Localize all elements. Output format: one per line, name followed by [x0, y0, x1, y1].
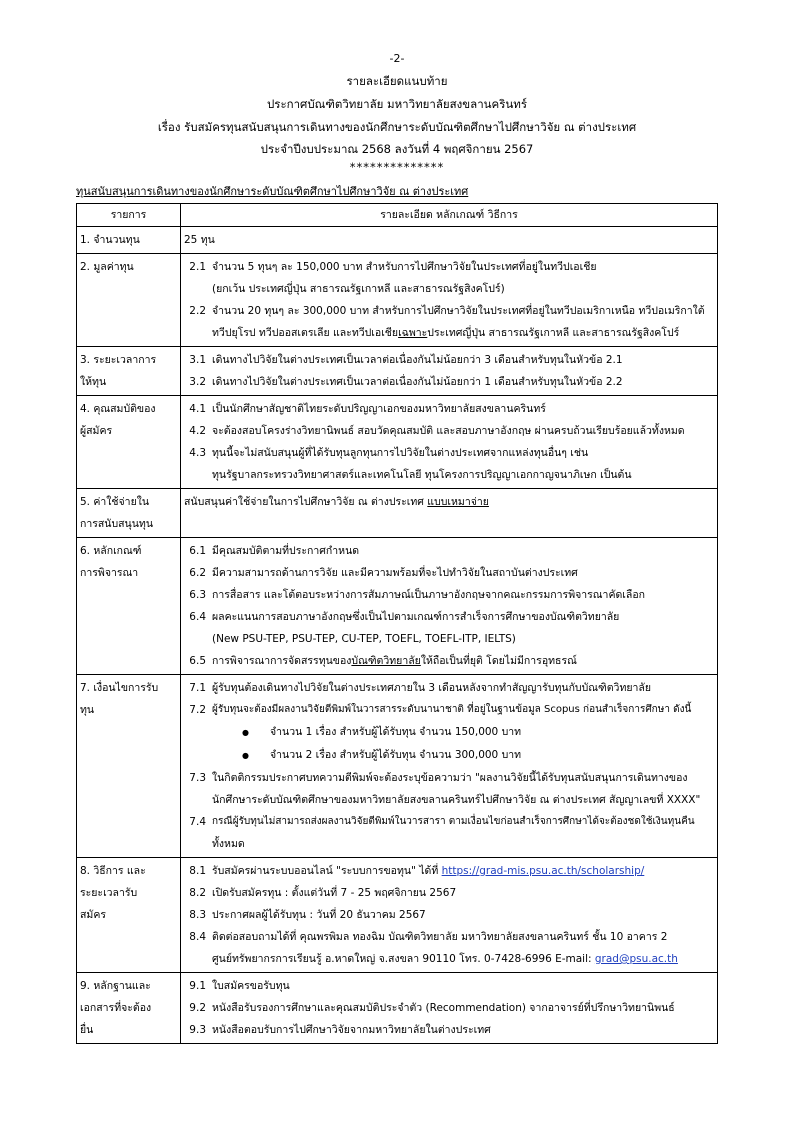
item-text: ผู้รับทุนจะต้องมีผลงานวิจัยตีพิมพ์ในวารสารระดับนานาชาติ ที่อยู่ในฐานข้อมูล Scopus ก่อนสำเร็จการศึกษา ดังนี้ — [212, 704, 692, 715]
item-text: (New PSU-TEP, PSU-TEP, CU-TEP, TOEFL, TOEFL-ITP, IELTS) — [212, 633, 516, 645]
table-row — [77, 347, 718, 396]
row-detail: 8.1 รับสมัครผ่านระบบออนไลน์ "ระบบการขอทุน" ได้ที่ https://grad-mis.psu.ac.th/scholarship/ 8.2 เปิดรับสมัครทุน : ตั้งแต่วันที่ 7 - 25 พฤศจิกายน 2567 8.3 ประกาศผลผู้ได้รับทุน : วันที่ 20 ธันวาคม 2567 8.4 ติดต่อสอบถามได้ที่ คุณพรพิมล ทองฉิม บัณฑิตวิทยาลัย มหาวิทยาลัยสงขลานครินทร์ ชั้น 10 อาคาร 2 ศูนย์ทรัพยากรการเรียนรู้ อ.หาดใหญ่ จ.สงขลา 90110 โทร. 0-7428-6996 E-mail: grad@psu.ac.th — [181, 858, 718, 973]
row-label: 9. หลักฐานและ เอกสารที่จะต้อง ยื่น — [77, 973, 181, 1044]
row-label: 2. มูลค่าทุน — [77, 254, 181, 347]
table-row — [77, 254, 718, 347]
item-text: จะต้องสอบโครงร่างวิทยานิพนธ์ สอบวัดคุณสมบัติ และสอบภาษาอังกฤษ ผ่านครบถ้วนเรียบร้อยแล้วทั้งหมด — [212, 425, 685, 437]
item-text: การพิจารณาการจัดสรรทุนของบัณฑิตวิทยาลัยให้ถือเป็นที่ยุติ โดยไม่มีการอุทธรณ์ — [212, 655, 577, 667]
scholarship-link[interactable]: https://grad-mis.psu.ac.th/scholarship/ — [441, 865, 645, 877]
col-header-item: รายการ — [77, 204, 181, 227]
item-text: ศูนย์ทรัพยากรการเรียนรู้ อ.หาดใหญ่ จ.สงขลา 90110 โทร. 0-7428-6996 E-mail: grad@psu.ac.th — [212, 953, 678, 965]
item-text: ทวีปยุโรป ทวีปออสเตรเลีย และทวีปเอเชียเฉพาะประเทศญี่ปุ่น สาธารณรัฐเกาหลี และสาธารณรัฐสิงคโปร์ — [212, 327, 680, 339]
row-detail: 6.1 มีคุณสมบัติตามที่ประกาศกำหนด 6.2 มีความสามารถด้านการวิจัย และมีความพร้อมที่จะไปทำวิจัยในสถาบันต่างประเทศ 6.3 การสื่อสาร และโต้ตอบระหว่างการสัมภาษณ์เป็นภาษาอังกฤษจากคณะกรรมการพิจารณาคัดเลือก 6.4 ผลคะแนนการสอบภาษาอังกฤษซึ่งเป็นไปตามเกณฑ์การสำเร็จการศึกษาของบัณฑิตวิทยาลัย (New PSU-TEP, PSU-TEP, CU-TEP, TOEFL, TOEFL-ITP, IELTS) 6.5 การพิจารณาการจัดสรรทุนของบัณฑิตวิทยาลัยให้ถือเป็นที่ยุติ โดยไม่มีการอุทธรณ์ — [181, 538, 718, 675]
doc-title: รายละเอียดแนบท้าย — [346, 74, 448, 88]
page-number: -2- — [389, 52, 405, 65]
item-text: ในกิตติกรรมประกาศบทความตีพิมพ์จะต้องระบุข้อความว่า "ผลงานวิจัยนี้ได้รับทุนสนับสนุนการเดินทางของ — [212, 772, 688, 784]
announcement-date: ประจำปีงบประมาณ 2568 ลงวันที่ 4 พฤศจิกายน 2567 — [260, 142, 534, 156]
item-text: ทุนรัฐบาลกระทรวงวิทยาศาสตร์และเทคโนโลยี ทุนโครงการปริญญาเอกกาญจนาภิเษก เป็นต้น — [212, 469, 632, 481]
item-text: เดินทางไปวิจัยในต่างประเทศเป็นเวลาต่อเนื่องกันไม่น้อยกว่า 1 เดือนสำหรับทุนในหัวข้อ 2.2 — [212, 376, 623, 388]
item-text: เป็นนักศึกษาสัญชาติไทยระดับปริญญาเอกของมหาวิทยาลัยสงขลานครินทร์ — [212, 403, 546, 415]
item-text: จำนวน 5 ทุนๆ ละ 150,000 บาท สำหรับการไปศึกษาวิจัยในประเทศที่อยู่ในทวีปเอเชีย — [212, 261, 597, 273]
row-detail: สนับสนุนค่าใช้จ่ายในการไปศึกษาวิจัย ณ ต่างประเทศ แบบเหมาจ่าย — [181, 489, 718, 538]
item-text: หนังสือตอบรับการไปศึกษาวิจัยจากมหาวิทยาลัยในต่างประเทศ — [212, 1024, 491, 1036]
row-detail: 9.1 ใบสมัครขอรับทุน 9.2 หนังสือรับรองการศึกษาและคุณสมบัติประจำตัว (Recommendation) จากอาจารย์ที่ปรึกษาวิทยานิพนธ์ 9.3 หนังสือตอบรับการไปศึกษาวิจัยจากมหาวิทยาลัยในต่างประเทศ — [181, 973, 718, 1044]
bullet-item: ● จำนวน 1 เรื่อง สำหรับผู้ได้รับทุน จำนวน 150,000 บาท — [184, 721, 714, 744]
item-number: 2.1 — [189, 261, 206, 273]
row-detail: 7.1 ผู้รับทุนต้องเดินทางไปวิจัยในต่างประเทศภายใน 3 เดือนหลังจากทำสัญญารับทุนกับบัณฑิตวิทยาลัย 7.2 ผู้รับทุนจะต้องมีผลงานวิจัยตีพิมพ์ในวารสารระดับนานาชาติ ที่อยู่ในฐานข้อมูล Scopus ก่อนสำเร็จการศึกษา ดังนี้ ● จำนวน 1 เรื่อง สำหรับผู้ได้รับทุน จำนวน 150,000 บาท ● จำนวน 2 เรื่อง สำหรับผู้ได้รับทุน จำนวน 300,000 บาท 7.3 ในกิตติกรรมประกาศบทความตีพิมพ์จะต้องระบุข้อความว่า "ผลงานวิจัยนี้ได้รับทุนสนับสนุนการเดินทางของ นักศึกษาระดับบัณฑิตศึกษาของมหาวิทยาลัยสงขลานครินทร์ไปศึกษาวิจัย ณ ต่างประเทศ สัญญาเลขที่ XXXX" 7.4 กรณีผู้รับทุนไม่สามารถส่งผลงานวิจัยตีพิมพ์ในวารสารา ตามเงื่อนไขก่อนสำเร็จการศึกษาได้จะต้องชดใช้เงินทุนคืน ทั้งหมด — [181, 675, 718, 858]
table-row — [77, 396, 718, 489]
item-text: มีคุณสมบัติตามที่ประกาศกำหนด — [212, 545, 360, 557]
item-text: ประกาศผลผู้ได้รับทุน : วันที่ 20 ธันวาคม 2567 — [212, 909, 426, 921]
item-number: 2.2 — [189, 305, 206, 317]
section-title: ทุนสนับสนุนการเดินทางของนักศึกษาระดับบัณฑิตศึกษาไปศึกษาวิจัย ณ ต่างประเทศ — [76, 185, 469, 198]
row-detail: 4.1 เป็นนักศึกษาสัญชาติไทยระดับปริญญาเอกของมหาวิทยาลัยสงขลานครินทร์ 4.2 จะต้องสอบโครงร่างวิทยานิพนธ์ สอบวัดคุณสมบัติ และสอบภาษาอังกฤษ ผ่านครบถ้วนเรียบร้อยแล้วทั้งหมด 4.3 ทุนนี้จะไม่สนับสนุนผู้ที่ได้รับทุนลูกทุนการไปวิจัยในต่างประเทศจากแหล่งทุนอื่นๆ เช่น ทุนรัฐบาลกระทรวงวิทยาศาสตร์และเทคโนโลยี ทุนโครงการปริญญาเอกกาญจนาภิเษก เป็นต้น — [181, 396, 718, 489]
email-link[interactable]: grad@psu.ac.th — [594, 953, 678, 965]
separator-stars: ************** — [349, 160, 445, 174]
item-text: ทั้งหมด — [212, 838, 245, 850]
row-label: 7. เงื่อนไขการรับ ทุน — [77, 675, 181, 858]
item-text: มีความสามารถด้านการวิจัย และมีความพร้อมที่จะไปทำวิจัยในสถาบันต่างประเทศ — [212, 567, 578, 579]
row-label: 8. วิธีการ และ ระยะเวลารับ สมัคร — [77, 858, 181, 973]
table-row — [77, 227, 718, 254]
row-detail: 3.1 เดินทางไปวิจัยในต่างประเทศเป็นเวลาต่อเนื่องกันไม่น้อยกว่า 3 เดือนสำหรับทุนในหัวข้อ 2.1 3.2 เดินทางไปวิจัยในต่างประเทศเป็นเวลาต่อเนื่องกันไม่น้อยกว่า 1 เดือนสำหรับทุนในหัวข้อ 2.2 — [181, 347, 718, 396]
item-text: เปิดรับสมัครทุน : ตั้งแต่วันที่ 7 - 25 พฤศจิกายน 2567 — [212, 887, 457, 899]
row-label: 3. ระยะเวลาการ ให้ทุน — [77, 347, 181, 396]
item-text: รับสมัครผ่านระบบออนไลน์ "ระบบการขอทุน" ได้ที่ https://grad-mis.psu.ac.th/scholarship/ — [212, 865, 645, 877]
item-text: กรณีผู้รับทุนไม่สามารถส่งผลงานวิจัยตีพิมพ์ในวารสารา ตามเงื่อนไขก่อนสำเร็จการศึกษาได้จะต้องชดใช้เงินทุนคืน — [212, 816, 695, 827]
item-text: ทุนนี้จะไม่สนับสนุนผู้ที่ได้รับทุนลูกทุนการไปวิจัยในต่างประเทศจากแหล่งทุนอื่นๆ เช่น — [212, 447, 589, 459]
item-text: ใบสมัครขอรับทุน — [212, 980, 290, 992]
table-row — [77, 973, 718, 1044]
row-label: 6. หลักเกณฑ์ การพิจารณา — [77, 538, 181, 675]
table-row — [77, 675, 718, 858]
table-row — [77, 858, 718, 973]
row-label: 5. ค่าใช้จ่ายใน การสนับสนุนทุน — [77, 489, 181, 538]
row-detail — [181, 254, 718, 347]
bullet-item: ● จำนวน 2 เรื่อง สำหรับผู้ได้รับทุน จำนวน 300,000 บาท — [184, 744, 714, 767]
table-row — [77, 489, 718, 538]
col-header-details: รายละเอียด หลักเกณฑ์ วิธีการ — [181, 204, 718, 227]
item-text: (ยกเว้น ประเทศญี่ปุ่น สาธารณรัฐเกาหลี และสาธารณรัฐสิงคโปร์) — [212, 283, 505, 295]
item-text: ผลคะแนนการสอบภาษาอังกฤษซึ่งเป็นไปตามเกณฑ์การสำเร็จการศึกษาของบัณฑิตวิทยาลัย — [212, 611, 620, 623]
table-header-row — [77, 204, 718, 227]
item-text: ผู้รับทุนต้องเดินทางไปวิจัยในต่างประเทศภายใน 3 เดือนหลังจากทำสัญญารับทุนกับบัณฑิตวิทยาลัย — [212, 682, 651, 694]
announcement-subject: เรื่อง รับสมัครทุนสนับสนุนการเดินทางของนักศึกษาระดับบัณฑิตศึกษาไปศึกษาวิจัย ณ ต่างประเทศ — [157, 120, 637, 134]
item-text: นักศึกษาระดับบัณฑิตศึกษาของมหาวิทยาลัยสงขลานครินทร์ไปศึกษาวิจัย ณ ต่างประเทศ สัญญาเลขที่ XXXX" — [212, 794, 701, 806]
bullet-icon — [242, 744, 270, 767]
row-label: 4. คุณสมบัติของ ผู้สมัคร — [77, 396, 181, 489]
item-text: การสื่อสาร และโต้ตอบระหว่างการสัมภาษณ์เป็นภาษาอังกฤษจากคณะกรรมการพิจารณาคัดเลือก — [212, 589, 645, 601]
item-text: เดินทางไปวิจัยในต่างประเทศเป็นเวลาต่อเนื่องกันไม่น้อยกว่า 3 เดือนสำหรับทุนในหัวข้อ 2.1 — [212, 354, 623, 366]
bullet-icon — [242, 721, 270, 744]
item-text: หนังสือรับรองการศึกษาและคุณสมบัติประจำตัว (Recommendation) จากอาจารย์ที่ปรึกษาวิทยานิพนธ์ — [212, 1002, 675, 1014]
row-label: 1. จำนวนทุน — [77, 227, 181, 254]
item-text: ติดต่อสอบถามได้ที่ คุณพรพิมล ทองฉิม บัณฑิตวิทยาลัย มหาวิทยาลัยสงขลานครินทร์ ชั้น 10 อาคาร 2 — [212, 931, 668, 943]
row-detail: 25 ทุน — [181, 227, 718, 254]
announcement-source: ประกาศบัณฑิตวิทยาลัย มหาวิทยาลัยสงขลานครินทร์ — [266, 97, 528, 111]
details-table — [76, 203, 718, 1044]
table-row — [77, 538, 718, 675]
item-text: จำนวน 20 ทุนๆ ละ 300,000 บาท สำหรับการไปศึกษาวิจัยในประเทศที่อยู่ในทวีปอเมริกาเหนือ ทวีปอเมริกาใต้ — [212, 305, 705, 317]
